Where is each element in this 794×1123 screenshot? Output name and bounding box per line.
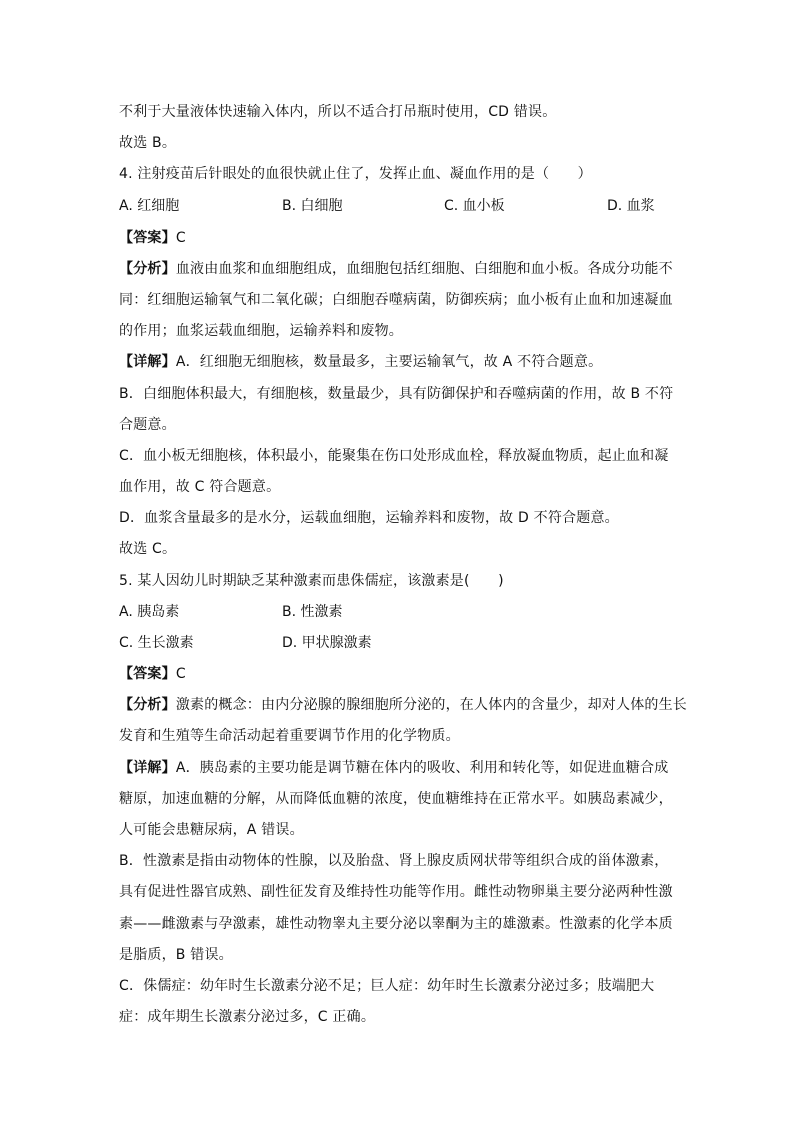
text-line: 症：成年期生长激素分泌过多，C 正确。 — [119, 1009, 376, 1025]
text-line: 故选 B。 — [119, 135, 177, 151]
text-line: 的作用；血浆运载血细胞，运输养料和废物。 — [119, 323, 403, 339]
text-line: 不利于大量液体快速输入体内，所以不适合打吊瓶时使用，CD 错误。 — [119, 104, 557, 120]
answer-tag: 【答案】 — [119, 230, 176, 246]
text-line: 人可能会患糖尿病，A 错误。 — [119, 822, 304, 838]
question-4-detail — [119, 352, 602, 372]
question-4-option-a: A. 红细胞 — [119, 198, 180, 214]
question-5-option-a: A. 胰岛素 — [119, 604, 180, 620]
text-line: 发育和生殖等生命活动起着重要调节作用的化学物质。 — [119, 728, 460, 744]
text-line: B．白细胞体积最大，有细胞核，数量最少，具有防御保护和吞噬病菌的作用，故 B 不符 — [119, 386, 674, 402]
text-line: 同：红细胞运输氧气和二氧化碳；白细胞吞噬病菌，防御疾病；血小板有止血和加速凝血 — [119, 292, 673, 308]
text-line: 血作用，故 C 符合题意。 — [119, 479, 281, 495]
question-5-detail — [119, 758, 668, 778]
detail-text: A．红细胞无细胞核，数量最多，主要运输氧气，故 A 不符合题意。 — [175, 354, 603, 370]
text-line: B．性激素是指由动物体的性腺，以及胎盘、肾上腺皮质网状带等组织合成的甾体激素， — [119, 853, 669, 869]
question-4-conclusion: 故选 C。 — [119, 541, 177, 557]
text-line: C．侏儒症：幼年时生长激素分泌不足；巨人症：幼年时生长激素分泌过多；肢端肥大 — [119, 978, 655, 994]
question-4-stem: 4. 注射疫苗后针眼处的血很快就止住了，发挥止血、凝血作用的是（ ） — [119, 166, 592, 182]
question-4-option-c: C. 血小板 — [444, 198, 505, 214]
text-line: 糖原，加速血糖的分解，从而降低血糖的浓度，使血糖维持在正常水平。如胰岛素减少， — [119, 791, 673, 807]
text-line: 具有促进性器官成熟、副性征发育及维持性功能等作用。雌性动物卵巢主要分泌两种性激 — [119, 884, 673, 900]
answer-value: C — [175, 230, 186, 246]
question-5-answer — [119, 664, 186, 684]
question-5-option-c: C. 生长激素 — [119, 635, 194, 651]
question-4-answer — [119, 228, 186, 248]
text-line: 素——雌激素与孕激素，雄性动物睾丸主要分泌以睾酮为主的雄激素。性激素的化学本质 — [119, 916, 673, 932]
detail-tag: 【详解】 — [119, 354, 176, 370]
detail-text: A．胰岛素的主要功能是调节糖在体内的吸收、利用和转化等，如促进血糖合成 — [175, 760, 669, 776]
question-5-option-d: D. 甲状腺激素 — [282, 635, 372, 651]
analysis-text: 血液由血浆和血细胞组成，血细胞包括红细胞、白细胞和血小板。各成分功能不 — [175, 261, 673, 277]
text-line: 合题意。 — [119, 417, 176, 433]
text-line: 是脂质，B 错误。 — [119, 947, 233, 963]
answer-value: C — [175, 666, 186, 682]
analysis-tag: 【分析】 — [119, 697, 176, 713]
question-5-stem: 5. 某人因幼儿时期缺乏某种激素而患侏儒症，该激素是( ) — [119, 573, 504, 589]
analysis-tag: 【分析】 — [119, 261, 176, 277]
answer-tag: 【答案】 — [119, 666, 176, 682]
detail-tag: 【详解】 — [119, 760, 176, 776]
text-line: C．血小板无细胞核，体积最小，能聚集在伤口处形成血栓，释放凝血物质，起止血和凝 — [119, 448, 669, 464]
question-4-analysis — [119, 259, 673, 279]
question-4-option-b: B. 白细胞 — [282, 198, 343, 214]
text-line: D．血浆含量最多的是水分，运载血细胞，运输养料和废物，故 D 不符合题意。 — [119, 510, 619, 526]
question-5-analysis — [119, 695, 687, 715]
question-4-option-d: D. 血浆 — [607, 198, 655, 214]
question-5-option-b: B. 性激素 — [282, 604, 343, 620]
analysis-text: 激素的概念：由内分泌腺的腺细胞所分泌的，在人体内的含量少，却对人体的生长 — [175, 697, 688, 713]
